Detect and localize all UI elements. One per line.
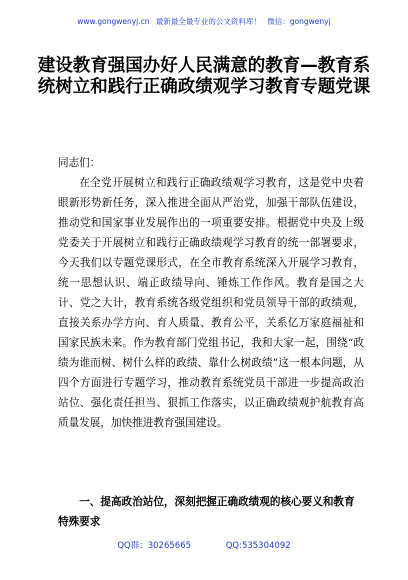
header-site-link[interactable]: www.gongwenyj.cn [77, 17, 150, 26]
body-paragraph: 在全党开展树立和践行正确政绩观学习教育，这是党中央着眼新形势新任务，深入推进全面从严治党，加强干部队伍建设，推动党和国家事业发展作出的一项重要安排。根据党中央及上级党委关于开展树立和践行正确政绩观学习教育的统一部署要求，今天我们以专题党课形式，在全市教育系统深入开展学习教育，统一思想认识、端正政绩导向、锤炼工作作风。教育是国之大计、党之大计，教育系统各级党组织和党员领导干部的政绩观，直接关系办学方向、育人质量、教育公平，关系亿万家庭福祉和国家民族未来。作为教育部门党组书记，我和大家一起，围绕“政绩为谁而树、树什么样的政绩、靠什么树政绩”这一根本问题，从四个方面进行专题学习，推动教育系统党员干部进一步提高政治站位、强化责任担当、狠抓工作落实，以正确政绩观护航教育高质量发展，加快推进教育强国建设。 [58, 177, 364, 429]
document-body [58, 153, 364, 433]
page-header [0, 16, 408, 27]
header-wechat: 微信：gongwenyj [267, 17, 331, 26]
document-title: 建设教育强国办好人民满意的教育—教育系统树立和践行正确政绩观学习教育专题党课 [37, 56, 371, 97]
section-heading-1: 一、提高政治站位，深刻把握正确政绩观的核心要义和教育特殊要求 [58, 496, 355, 528]
footer-qq: QQ:535304092 [225, 541, 291, 551]
header-slogan: 最新最全最专业的公文资料库！ [155, 17, 261, 26]
page-footer [0, 539, 408, 551]
salutation: 同志们： [58, 157, 101, 169]
footer-qq-group: QQ群：30265665 [117, 541, 192, 551]
